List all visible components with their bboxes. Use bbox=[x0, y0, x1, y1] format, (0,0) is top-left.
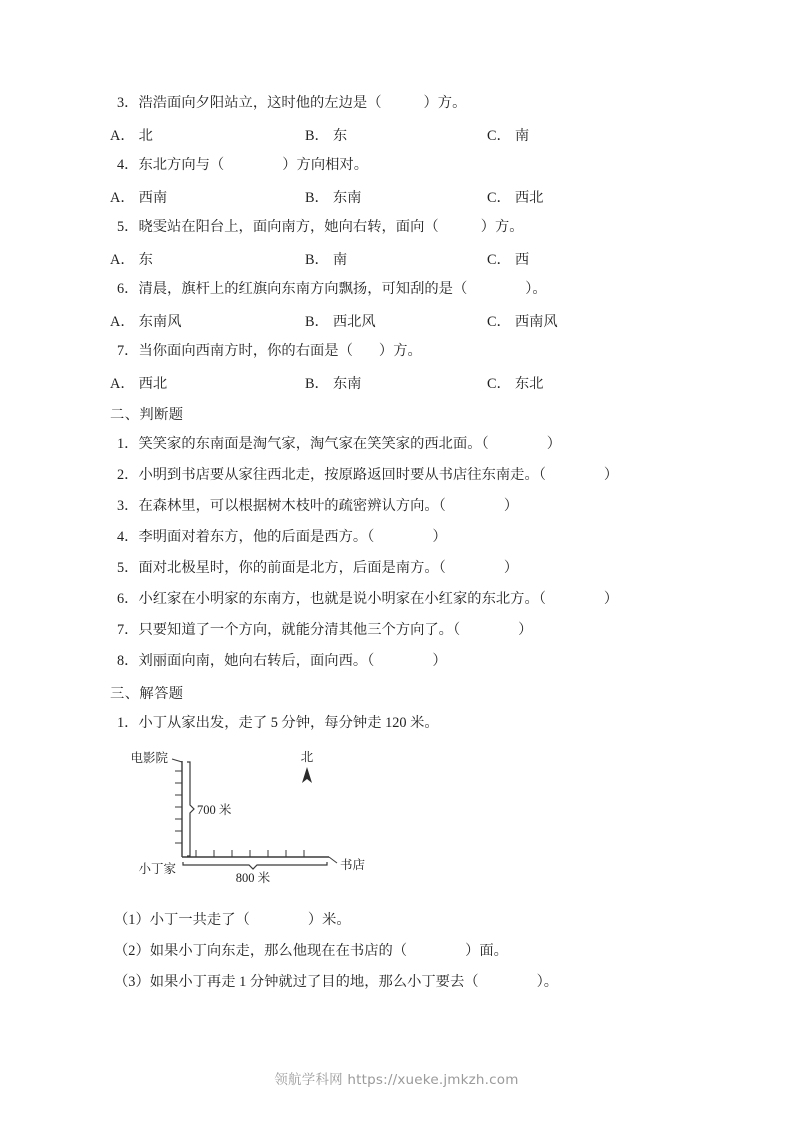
question-5-option-b-key: B． bbox=[305, 251, 329, 268]
question-4-option-c-text: 西北 bbox=[514, 189, 544, 206]
question-5-option-a[interactable] bbox=[110, 249, 305, 269]
home-label: 小丁家 bbox=[138, 862, 176, 876]
judgment-question-6-text: 小红家在小明家的东南方，也就是说小明家在小红家的东北方。（ bbox=[138, 591, 546, 608]
question-5-option-c-text: 西 bbox=[514, 251, 530, 268]
question-7-option-a[interactable] bbox=[110, 373, 305, 393]
question-3-text-after: ）方。 bbox=[423, 95, 467, 112]
solve-subquestion-3-close: ）。 bbox=[536, 974, 559, 991]
judgment-question-2-number: 2． bbox=[117, 467, 139, 484]
section-three-heading: 三、解答题 bbox=[110, 685, 184, 702]
judgment-question-8-number: 8． bbox=[117, 653, 139, 670]
bookstore-label: 书店 bbox=[340, 858, 366, 872]
judgment-question-1-number: 1． bbox=[117, 436, 139, 453]
question-4-options bbox=[110, 181, 710, 212]
judgment-question-4-number: 4． bbox=[117, 529, 139, 546]
question-5-option-c[interactable] bbox=[487, 249, 529, 269]
solve-problem-1-number: 1． bbox=[117, 715, 139, 732]
judgment-question-5-text: 面对北极星时，你的前面是北方，后面是南方。（ bbox=[138, 560, 446, 577]
question-6-option-a-text: 东南风 bbox=[138, 313, 182, 330]
question-3-stem bbox=[110, 88, 710, 119]
judgment-question-3 bbox=[110, 491, 710, 522]
question-4-option-c-key: C． bbox=[487, 189, 511, 206]
judgment-question-2-close: ） bbox=[603, 467, 619, 484]
cinema-leader-line bbox=[172, 759, 182, 762]
question-7-option-c-key: C． bbox=[487, 375, 511, 392]
judgment-question-5-number: 5． bbox=[117, 560, 139, 577]
question-7-option-c-text: 东北 bbox=[514, 375, 544, 392]
question-4-stem bbox=[110, 150, 710, 181]
direction-diagram bbox=[124, 745, 424, 905]
vertical-distance-brace bbox=[187, 762, 194, 856]
question-6-stem bbox=[110, 274, 710, 305]
question-7-options bbox=[110, 367, 710, 398]
solve-subquestion-2 bbox=[110, 936, 710, 967]
question-7-stem bbox=[110, 336, 710, 367]
judgment-question-1 bbox=[110, 429, 710, 460]
judgment-question-8-text: 刘丽面向南，她向右转后，面向西。（ bbox=[138, 653, 375, 670]
question-3-option-c-text: 南 bbox=[514, 127, 530, 144]
judgment-question-4-text: 李明面对着东方，他的后面是西方。（ bbox=[138, 529, 375, 546]
solve-subquestion-3-text: 如果小丁再走 1 分钟就过了目的地，那么小丁要去（ bbox=[149, 974, 479, 991]
question-4-option-a-key: A． bbox=[110, 189, 135, 206]
question-5-text-after: ）方。 bbox=[480, 219, 524, 236]
judgment-question-3-close: ） bbox=[503, 498, 519, 515]
question-3-option-b-key: B． bbox=[305, 127, 329, 144]
solve-problem-1-text: 小丁从家出发，走了 5 分钟，每分钟走 120 米。 bbox=[138, 715, 439, 732]
question-7-option-a-text: 西北 bbox=[138, 375, 168, 392]
question-7-text-after: ）方。 bbox=[378, 343, 422, 360]
judgment-question-3-number: 3． bbox=[117, 498, 139, 515]
question-3-option-a[interactable] bbox=[110, 125, 305, 145]
judgment-question-4-close: ） bbox=[432, 529, 447, 546]
horizontal-distance-brace bbox=[183, 862, 327, 869]
solve-subquestion-3-number: （3） bbox=[114, 974, 150, 991]
question-4-text-after: ）方向相对。 bbox=[282, 157, 369, 174]
direction-diagram-svg bbox=[124, 745, 424, 900]
question-5-option-a-text: 东 bbox=[138, 251, 153, 268]
question-3-text-before: 浩浩面向夕阳站立，这时他的左边是（ bbox=[138, 95, 382, 112]
question-6-option-b[interactable] bbox=[305, 311, 487, 331]
question-5-options bbox=[110, 243, 710, 274]
question-7-option-c[interactable] bbox=[487, 373, 543, 393]
judgment-question-4 bbox=[110, 522, 710, 553]
question-5-text-before: 晓雯站在阳台上，面向南方，她向右转，面向（ bbox=[138, 219, 439, 236]
question-5-number: 5． bbox=[117, 219, 139, 236]
question-5-option-b[interactable] bbox=[305, 249, 487, 269]
question-7-option-b[interactable] bbox=[305, 373, 487, 393]
question-6-number: 6． bbox=[117, 281, 139, 298]
worksheet-content bbox=[110, 88, 710, 998]
judgment-question-1-close: ） bbox=[546, 436, 562, 453]
vertical-distance-label: 700 米 bbox=[197, 803, 232, 817]
question-7-number: 7． bbox=[117, 343, 139, 360]
judgment-question-8 bbox=[110, 646, 710, 677]
question-4-number: 4． bbox=[117, 157, 139, 174]
horizontal-distance-label: 800 米 bbox=[235, 871, 271, 885]
question-6-option-b-text: 西北风 bbox=[332, 313, 376, 330]
judgment-question-7 bbox=[110, 615, 710, 646]
judgment-question-5-close: ） bbox=[503, 560, 519, 577]
question-3-option-b-text: 东 bbox=[332, 127, 348, 144]
north-arrow-icon bbox=[302, 767, 312, 783]
solve-subquestion-1 bbox=[110, 905, 710, 936]
question-6-text-after: ）。 bbox=[525, 281, 547, 298]
question-3-option-c-key: C． bbox=[487, 127, 511, 144]
solve-subquestion-1-number: （1） bbox=[114, 912, 150, 929]
section-two-heading: 二、判断题 bbox=[110, 406, 184, 423]
question-5-option-a-key: A． bbox=[110, 251, 135, 268]
question-4-option-c[interactable] bbox=[487, 187, 543, 207]
question-3-number: 3． bbox=[117, 95, 139, 112]
judgment-question-6-number: 6． bbox=[117, 591, 139, 608]
judgment-question-7-number: 7． bbox=[117, 622, 139, 639]
question-4-option-a[interactable] bbox=[110, 187, 305, 207]
question-6-option-c[interactable] bbox=[487, 311, 558, 331]
question-7-option-b-text: 东南 bbox=[332, 375, 362, 392]
judgment-question-6-close: ） bbox=[603, 591, 619, 608]
question-6-options bbox=[110, 305, 710, 336]
question-6-option-a-key: A． bbox=[110, 313, 135, 330]
question-4-option-b[interactable] bbox=[305, 187, 487, 207]
page-footer-watermark: 领航学科网 https://xueke.jmkzh.com bbox=[274, 1072, 519, 1088]
solve-subquestion-2-close: ）面。 bbox=[465, 943, 508, 960]
solve-subquestion-2-text: 如果小丁向东走，那么他现在在书店的（ bbox=[149, 943, 408, 960]
question-4-option-b-key: B． bbox=[305, 189, 329, 206]
solve-subquestion-2-number: （2） bbox=[114, 943, 150, 960]
judgment-question-2 bbox=[110, 460, 710, 491]
question-6-option-b-key: B． bbox=[305, 313, 329, 330]
judgment-question-8-close: ） bbox=[432, 653, 447, 670]
question-3-option-c[interactable] bbox=[487, 125, 529, 145]
solve-subquestion-1-text: 小丁一共走了（ bbox=[149, 912, 250, 929]
solve-subquestion-1-close: ）米。 bbox=[307, 912, 351, 929]
question-6-option-a[interactable] bbox=[110, 311, 305, 331]
question-3-options bbox=[110, 119, 710, 150]
bookstore-leader-line bbox=[329, 857, 337, 863]
question-4-text-before: 东北方向与（ bbox=[138, 157, 225, 174]
solve-problem-1 bbox=[110, 708, 710, 739]
question-5-option-c-key: C． bbox=[487, 251, 511, 268]
question-7-option-a-key: A． bbox=[110, 375, 135, 392]
question-3-option-a-key: A． bbox=[110, 127, 135, 144]
judgment-question-1-text: 笑笑家的东南面是淘气家，淘气家在笑笑家的西北面。（ bbox=[138, 436, 489, 453]
question-4-option-b-text: 东南 bbox=[332, 189, 362, 206]
question-5-option-b-text: 南 bbox=[332, 251, 348, 268]
judgment-question-3-text: 在森林里，可以根据树木枝叶的疏密辨认方向。（ bbox=[138, 498, 446, 515]
judgment-question-7-text: 只要知道了一个方向，就能分清其他三个方向了。（ bbox=[138, 622, 461, 639]
question-3-option-b[interactable] bbox=[305, 125, 487, 145]
question-5-stem bbox=[110, 212, 710, 243]
question-7-option-b-key: B． bbox=[305, 375, 329, 392]
solve-subquestion-3 bbox=[110, 967, 710, 998]
judgment-question-7-close: ） bbox=[518, 622, 533, 639]
question-4-option-a-text: 西南 bbox=[138, 189, 168, 206]
question-6-option-c-text: 西南风 bbox=[514, 313, 558, 330]
judgment-question-2-text: 小明到书店要从家往西北走，按原路返回时要从书店往东南走。（ bbox=[138, 467, 546, 484]
cinema-label: 电影院 bbox=[130, 751, 168, 765]
judgment-question-5 bbox=[110, 553, 710, 584]
north-label: 北 bbox=[300, 750, 314, 764]
question-6-text-before: 清晨，旗杆上的红旗向东南方向飘扬，可知刮的是（ bbox=[138, 281, 468, 298]
question-6-option-c-key: C． bbox=[487, 313, 511, 330]
judgment-question-6 bbox=[110, 584, 710, 615]
question-7-text-before: 当你面向西南方时，你的右面是（ bbox=[138, 343, 353, 360]
question-3-option-a-text: 北 bbox=[138, 127, 153, 144]
